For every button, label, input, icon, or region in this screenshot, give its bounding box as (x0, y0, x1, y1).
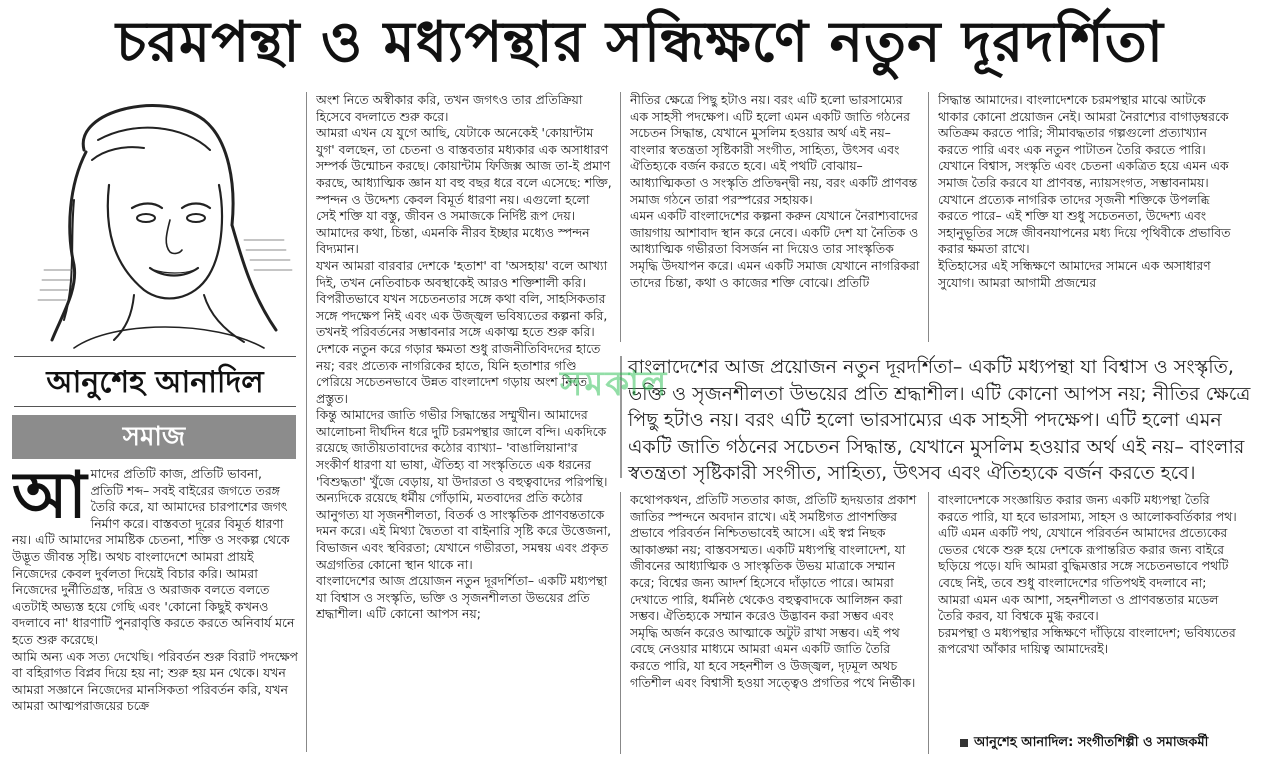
column-divider (620, 492, 621, 754)
author-portrait (14, 90, 296, 352)
column-divider (306, 92, 307, 752)
pull-quote: বাংলাদেশের আজ প্রয়োজন নতুন দূরদর্শিতা– একটি মধ্যপন্থা যা বিশ্বাস ও সংস্কৃতি, ভক্তি ও সৃজনশীলতা উভয়ের প্রতি শ্রদ্ধাশীল। এটি কোনো আপস নয়; নীতির ক্ষেত্রে পিছু হটাও নয়। বরং এটি হলো ভারসাম্যের এক সাহসী পদক্ষেপ। এটি হলো এমন একটি জাতি গঠনের সচেতন সিদ্ধান্ত, যেখানে মুসলিম হওয়ার অর্থ এই নয়– বাংলার স্বতন্ত্রতা সৃষ্টিকারী সংগীত, সাহিত্য, উৎসব এবং ঐতিহ্যকে বর্জন করতে হবে। (628, 356, 1251, 484)
headline: চরমপন্থা ও মধ্যপন্থার সন্ধিক্ষণে নতুন দূরদর্শিতা (116, 10, 1164, 75)
author-portrait-sketch (14, 90, 296, 352)
footer-byline (960, 733, 1270, 754)
drop-cap: আ (12, 466, 87, 533)
article-column-1-text: মাদের প্রতিটি কাজ, প্রতিটি ভাবনা, প্রতিটি শব্দ– সবই বাইরের জগতে তরঙ্গ তৈরি করে, যা আমাদের চারপাশের জগৎ নির্মাণ করে। বাস্তবতা দূরের বিমূর্ত ধারণা নয়। এটি আমাদের সামষ্টিক চেতনা, শক্তি ও সংকল্প থেকে উদ্ভূত জীবন্ত সৃষ্টি। অথচ বাংলাদেশে আমরা প্রায়ই নিজেদের কেবল দুর্বলতা দিয়েই বিচার করি। আমরা নিজেদের দুর্নীতিগ্রস্ত, দরিদ্র ও অরাজক বলতে বলতে এতটাই অভ্যস্ত হয়ে গেছি এবং 'কোনো কিছুই কখনও বদলাবে না' ধারণাটি পুনরাবৃত্তি করতে করতে অনিবার্য মনে হতে শুরু করেছে। আমি অন্য এক সত্য দেখেছি। পরিবর্তন শুরু বিরাট পদক্ষেপ বা বহিরাগত বিপ্লব দিয়ে হয় না; শুরু হয় মন থেকে। যখন আমরা সজ্ঞানে নিজেদের মানসিকতা পরিবর্তন করি, যখন আমরা আত্মপরাজয়ের চক্রে (12, 466, 298, 714)
column-divider (928, 92, 929, 342)
article-column-1 (12, 466, 298, 752)
watermark: সমকাল (560, 364, 669, 404)
article-column-4b: বাংলাদেশকে সংজ্ঞায়িত করার জন্য একটি মধ্যপন্থা তৈরি করতে পারি, যা হবে ভারসাম্য, সাহস ও আলোকবর্তিকার পথ। এটি এমন একটি পথ, যেখানে পরিবর্তন আমাদের প্রত্যেকের ভেতর থেকে শুরু হয়ে দেশকে রূপান্তরিত করার জন্য বাইরে ছড়িয়ে পড়ে। যদি আমরা বুদ্ধিমত্তার সঙ্গে সচেতনভাবে পথটি বেছে নিই, তবে শুধু বাংলাদেশের গতিপথই বদলাবে না; আমরা এমন এক আশা, সহনশীলতা ও প্রাণবন্ততার মডেল তৈরি করব, যা বিশ্বকে মুগ্ধ করবে। চরমপন্থা ও মধ্যপন্থার সন্ধিক্ষণে দাঁড়িয়ে বাংলাদেশ; ভবিষ্যতের রূপরেখা আঁকার দায়িত্ব আমাদেরই। (938, 492, 1237, 657)
divider-rule (14, 356, 296, 357)
square-bullet-icon (960, 739, 968, 747)
column-divider (620, 92, 621, 342)
article-column-3: নীতির ক্ষেত্রে পিছু হটাও নয়। বরং এটি হলো ভারসাম্যের এক সাহসী পদক্ষেপ। এটি হলো এমন একটি জাতি গঠনের সচেতন সিদ্ধান্ত, যেখানে মুসলিম হওয়ার অর্থ এই নয়– বাংলার স্বতন্ত্রতা সৃষ্টিকারী সংগীত, সাহিত্য, উৎসব এবং ঐতিহ্যকে বর্জন করতে হবে। এই পথটি বোঝায়– আধ্যাত্মিকতা ও সংস্কৃতি প্রতিদ্বন্দ্বী নয়, বরং একটি প্রাণবন্ত সমাজ গঠনে তারা পরস্পরের সহায়ক। এমন একটি বাংলাদেশের কল্পনা করুন যেখানে নৈরাশ্যবাদের জায়গায় আশাবাদ স্থান করে নেবে। একটি দেশ যা নৈতিক ও আধ্যাত্মিক গভীরতা বিসর্জন না দিয়েও তার সাংস্কৃতিক সমৃদ্ধি উদযাপন করে। এমন একটি সমাজ যেখানে নাগরিকরা তাদের চিন্তা, কথা ও কাজের শক্তি বোঝে। প্রতিটি (630, 92, 920, 290)
article-column-4: সিদ্ধান্ত আমাদের। বাংলাদেশকে চরমপন্থার মাঝে আটকে থাকার কোনো প্রয়োজন নেই। আমরা নৈরাশ্যের বাগাড়ম্বরকে অতিক্রম করতে পারি; সীমাবদ্ধতার গল্পগুলো প্রত্যাখ্যান করতে পারি এবং এক নতুন পাটাতন তৈরি করতে পারি। যেখানে বিশ্বাস, সংস্কৃতি এবং চেতনা একত্রিত হয়ে এমন এক সমাজ তৈরি করবে যা প্রাণবন্ত, ন্যায়সংগত, সম্ভাবনাময়। যেখানে প্রত্যেক নাগরিক তাদের সৃজনী শক্তিকে উপলব্ধি করতে পারে– এই শক্তি যা শুধু সচেতনতা, উদ্দেশ্য এবং সহানুভূতির সঙ্গে জীবনযাপনের মধ্য দিয়ে পৃথিবীকে প্রভাবিত করার ক্ষমতা রাখে। ইতিহাসের এই সন্ধিক্ষণে আমাদের সামনে এক অসাধারণ সুযোগ। আমরা আগামী প্রজন্মের (938, 92, 1231, 290)
author-name: আনুশেহ আনাদিল (46, 365, 264, 400)
column-divider (928, 492, 929, 754)
article-column-3b: কথোপকথন, প্রতিটি সততার কাজ, প্রতিটি হৃদয়তার প্রকাশ জাতির স্পন্দনে অবদান রাখে। এই সমষ্টিগত প্রাণশক্তির প্রভাবে পরিবর্তন নিশ্চিতভাবেই আসে। এই স্বপ্ন নিছক আকাঙ্ক্ষা নয়; বাস্তবসম্মত। একটি মধ্যপন্থি বাংলাদেশ, যা জীবনের আধ্যাত্মিক ও সাংস্কৃতিক উভয় মাত্রাকে সম্মান করে; বিশ্বের জন্য আদর্শ হিসেবে দাঁড়াতে পারে। আমরা দেখাতে পারি, ধর্মনিষ্ঠ থেকেও বহুত্ববাদকে আলিঙ্গন করা সম্ভব। ঐতিহ্যকে সম্মান করেও উদ্ভাবন করা সম্ভব এবং সমৃদ্ধি অর্জন করেও আত্মাকে অটুট রাখা সম্ভব। এই পথ বেছে নেওয়ার মাধ্যমে আমরা এমন একটি জাতি তৈরি করতে পারি, যা হবে সহনশীল ও উজ্জ্বল, দৃঢ়মূল অথচ গতিশীল এবং বিশ্বাসী হওয়া সত্ত্বেও প্রগতির পথে নির্ভীক। (630, 492, 917, 690)
footer-byline-text: আনুশেহ আনাদিল: সংগীতশিল্পী ও সমাজকর্মী (974, 735, 1209, 750)
divider-rule (14, 406, 296, 407)
article-column-2: অংশ নিতে অস্বীকার করি, তখন জগৎও তার প্রতিক্রিয়া হিসেবে বদলাতে শুরু করে। আমরা এখন যে যুগে আছি, যেটাকে অনেকেই 'কোয়ান্টাম যুগ' বলছেন, তা চেতনা ও বাস্তবতার মধ্যকার এক অসাধারণ সম্পর্ক উন্মোচন করছে। কোয়ান্টাম ফিজিক্স আজ তা-ই প্রমাণ করছে, আধ্যাত্মিক জ্ঞান যা বহু বছর ধরে বলে এসেছে: শক্তি, স্পন্দন ও উদ্দেশ্য কেবল বিমূর্ত ধারণা নয়। এগুলো হলো সেই শক্তি যা বস্তু, জীবন ও সমাজকে নির্দিষ্ট রূপ দেয়। আমাদের কথা, চিন্তা, এমনকি নীরব ইচ্ছার মধ্যেও স্পন্দন বিদ্যমান। যখন আমরা বারবার দেশকে 'হতাশ' বা 'অসহায়' বলে আখ্যা দিই, তখন নেতিবাচক অবস্থাকেই আরও শক্তিশালী করি। বিপরীতভাবে যখন সচেতনতার সঙ্গে কথা বলি, সাহসিকতার সঙ্গে পদক্ষেপ নিই এবং এক উজ্জ্বল ভবিষ্যতের কল্পনা করি, তখনই পরিবর্তনের সম্ভাবনার সঙ্গে একাত্ম হতে শুরু করি। দেশকে নতুন করে গড়ার ক্ষমতা শুধু রাজনীতিবিদদের হাতে নয়; বরং প্রত্যেক নাগরিকের হাতে, যিনি হতাশার গণ্ডি পেরিয়ে সচেতনভাবে উন্নত বাংলাদেশ গড়ায় অংশ নিতে প্রস্তুত। কিন্তু আমাদের জাতি গভীর সিদ্ধান্তের সম্মুখীন। আমাদের আলোচনা দীর্ঘদিন ধরে দুটি চরমপন্থার জালে বন্দি। একদিকে রয়েছে জাতীয়তাবাদের কঠোর ব্যাখ্যা– 'বাঙালিয়ানা'র সংকীর্ণ ধারণা যা ভাষা, ঐতিহ্য বা সংস্কৃতিতে এক ধরনের 'বিশুদ্ধতা' খুঁজে বেড়ায়, যা উদারতা ও বহুত্ববাদের পরিপন্থি। অন্যদিকে রয়েছে ধর্মীয় গোঁড়ামি, মতবাদের প্রতি কঠোর আনুগত্য যা সৃজনশীলতা, বিতর্ক ও সাংস্কৃতিক প্রাণবন্ততাকে দমন করে। এই মিথ্যা দ্বৈততা বা বাইনারি সৃষ্টি করে উত্তেজনা, বিভাজন এবং স্থবিরতা; যেখানে গভীরতা, সমন্বয় এবং প্রকৃত অগ্রগতির কোনো স্থান থাকে না। বাংলাদেশের আজ প্রয়োজন নতুন দূরদর্শিতা– একটি মধ্যপন্থা যা বিশ্বাস ও সংস্কৃতি, ভক্তি ও সৃজনশীলতা উভয়ের প্রতি শ্রদ্ধাশীল। এটি কোনো আপস নয়; (316, 92, 612, 622)
section-tag: সমাজ (12, 415, 296, 459)
